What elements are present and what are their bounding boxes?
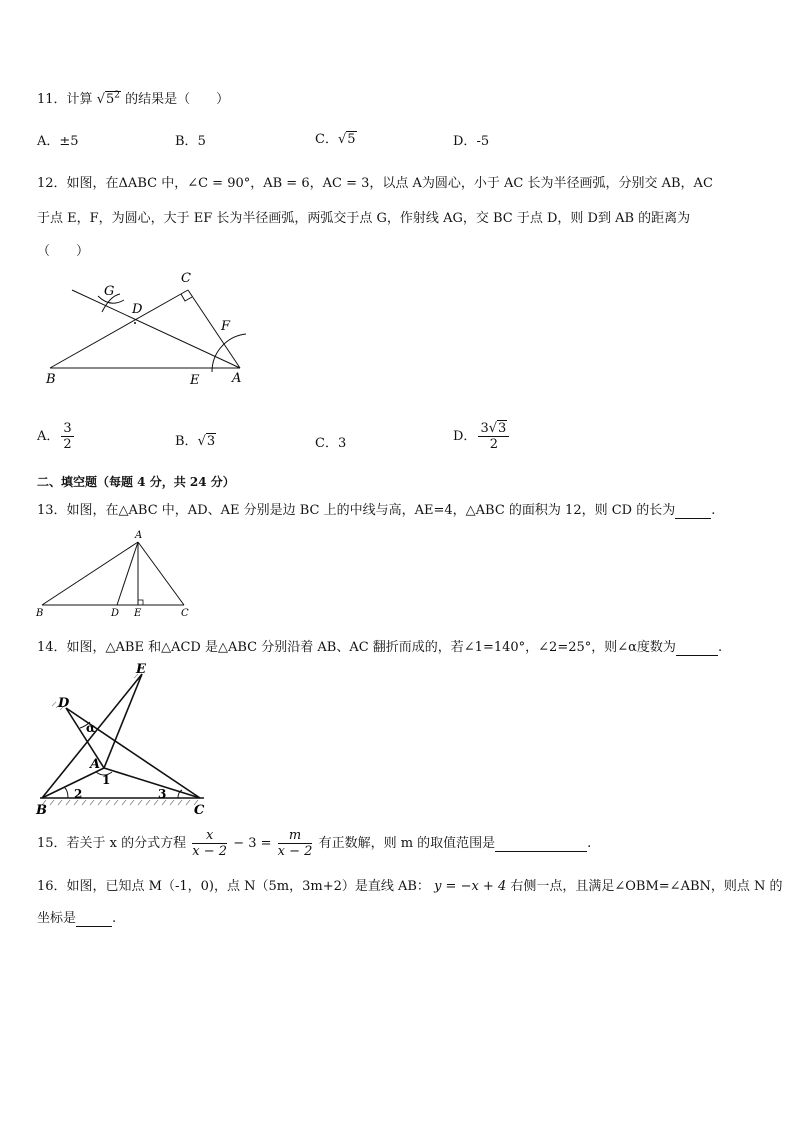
q14-figure: [34, 660, 219, 818]
q16-tail: .: [112, 911, 117, 926]
option-text: 3: [337, 436, 347, 451]
label-a: A: [135, 530, 143, 541]
label-1: 1: [102, 773, 111, 787]
option-radical: √5: [337, 132, 356, 147]
label-3: 3: [158, 787, 167, 801]
q14-answer-blank[interactable]: [676, 640, 718, 656]
option-radicand: 5: [347, 132, 356, 147]
q12-figure: [40, 268, 260, 388]
arc-ef: [212, 334, 246, 372]
q12-option-d[interactable]: [453, 421, 511, 452]
q11-stem-post: 的结果是（ ）: [125, 92, 230, 107]
fraction-denominator: 2: [63, 437, 72, 452]
label-a: A: [90, 757, 101, 772]
q16-line2: [37, 907, 116, 927]
label-d: D: [132, 302, 143, 317]
option-text: 5: [197, 134, 206, 149]
q11-radicand-exp: 2: [114, 90, 120, 101]
fraction-denominator: 2: [489, 437, 498, 452]
right-angle-mark: [138, 600, 143, 605]
q16-line1-pre: 16．如图，已知点 M（-1，0)，点 N（5m，3m+2）是直线 AB：: [37, 879, 430, 894]
segment-be: [42, 674, 142, 798]
side-ac: [138, 542, 184, 605]
label-f: F: [221, 319, 231, 334]
option-fraction: [478, 421, 509, 452]
q13-tail: .: [711, 503, 716, 518]
q13-stem: [37, 499, 715, 519]
option-letter: B．: [175, 434, 198, 449]
q13-answer-blank[interactable]: [675, 503, 711, 519]
label-c: C: [181, 271, 191, 286]
fraction-denominator: x − 2: [192, 844, 228, 859]
median-ad: [117, 542, 138, 605]
segment-ba: [42, 768, 104, 798]
numerator-radicand: 3: [498, 421, 507, 436]
q11-radical: $√5^2$: [96, 90, 120, 107]
label-2: 2: [74, 787, 83, 801]
label-e: E: [136, 662, 146, 677]
q13-figure: [34, 528, 199, 620]
side-ab: [42, 542, 138, 605]
q12-option-b[interactable]: [175, 430, 216, 449]
q16-line1-post: 右侧一点，且满足∠OBM=∠ABN，则点 N 的: [510, 879, 783, 894]
q16-answer-blank[interactable]: [76, 911, 112, 927]
label-alpha: α: [86, 721, 96, 735]
angle-2-arc: [64, 787, 68, 798]
label-b: B: [46, 372, 56, 387]
segment-ac: [104, 768, 200, 798]
q11-stem: [37, 88, 229, 107]
option-letter: C．: [315, 132, 338, 147]
label-c: C: [194, 803, 205, 818]
option-text: ±5: [59, 134, 79, 149]
q14-tail: .: [717, 640, 723, 655]
q15-fraction-1: [192, 828, 227, 859]
q11-stem-pre: 11．计算: [37, 92, 93, 107]
fraction-denominator: x − 2: [277, 844, 313, 859]
label-b: B: [36, 608, 44, 619]
option-letter: A．: [37, 429, 60, 444]
q11-radicand-base: 5: [105, 92, 115, 107]
q11-option-a[interactable]: [37, 130, 79, 149]
option-radical: √3: [197, 434, 216, 449]
q14-text: 14．如图，△ABE 和△ACD 是△ABC 分别沿着 AB、AC 翻折而成的，若∠1=140°，∠2=25°，则∠α度数为: [37, 640, 676, 655]
q11-option-b[interactable]: [175, 130, 206, 149]
q15-answer-blank[interactable]: [495, 836, 587, 852]
label-g: G: [104, 284, 115, 299]
label-c: C: [181, 608, 189, 619]
option-letter: C．: [315, 436, 338, 451]
q11-option-c[interactable]: [315, 128, 357, 147]
option-radicand: 3: [206, 434, 216, 449]
option-letter: B．: [175, 134, 198, 149]
label-d: D: [58, 696, 70, 711]
q14-stem: [37, 636, 722, 656]
q15-mid: − 3 =: [233, 836, 272, 851]
option-letter: D．: [453, 429, 477, 444]
numerator-coefficient: 3: [480, 421, 489, 436]
fraction-numerator: 3: [63, 421, 72, 436]
option-fraction: [61, 421, 73, 452]
option-letter: D．: [453, 134, 477, 149]
segment-ea: [104, 674, 142, 768]
q11-option-d[interactable]: [453, 130, 489, 149]
q12-option-a[interactable]: [37, 421, 76, 452]
q13-text: 13．如图，在△ABC 中，AD、AE 分别是边 BC 上的中线与高，AE=4，△ABC 的面积为 12，则 CD 的长为: [37, 503, 676, 518]
label-b: B: [36, 803, 47, 818]
label-e: E: [190, 373, 200, 388]
point-d-dot: [134, 322, 136, 324]
fraction-numerator: m: [278, 828, 313, 844]
q15-stem: [37, 828, 591, 859]
q12-line3: （ ）: [37, 244, 90, 259]
option-letter: A．: [37, 134, 60, 149]
section-heading: 二、填空题（每题 4 分，共 24 分）: [37, 475, 235, 489]
q12-line1: 12．如图，在ΔABC 中，∠C = 90°，AB = 6，AC = 3，以点 A为圆心，小于 AC 长为半径画弧，分别交 AB，AC: [37, 176, 713, 191]
label-d: D: [111, 608, 120, 619]
label-e: E: [134, 608, 142, 619]
right-angle-mark: [181, 294, 192, 301]
q16-line2-text: 坐标是: [37, 911, 77, 926]
q15-pre: 15．若关于 x 的分式方程: [37, 836, 187, 851]
q15-post: 有正数解，则 m 的取值范围是: [318, 836, 496, 851]
fraction-numerator: x: [192, 828, 227, 844]
ground-hatching: [42, 800, 198, 805]
q16-equation: y = −x + 4: [434, 879, 507, 894]
fraction-numerator: 3√3: [478, 421, 509, 437]
q15-fraction-2: [278, 828, 313, 859]
q16-line1: [37, 875, 783, 894]
q15-tail: .: [587, 836, 592, 851]
q12-option-c[interactable]: [315, 432, 346, 451]
q12-line2: 于点 E，F，为圆心，大于 EF 长为半径画弧，两弧交于点 G，作射线 AG，交 BC 于点 D，则 D到 AB 的距离为: [37, 211, 691, 226]
label-a: A: [232, 371, 242, 386]
side-bc: [50, 290, 188, 368]
option-text: -5: [476, 134, 490, 149]
